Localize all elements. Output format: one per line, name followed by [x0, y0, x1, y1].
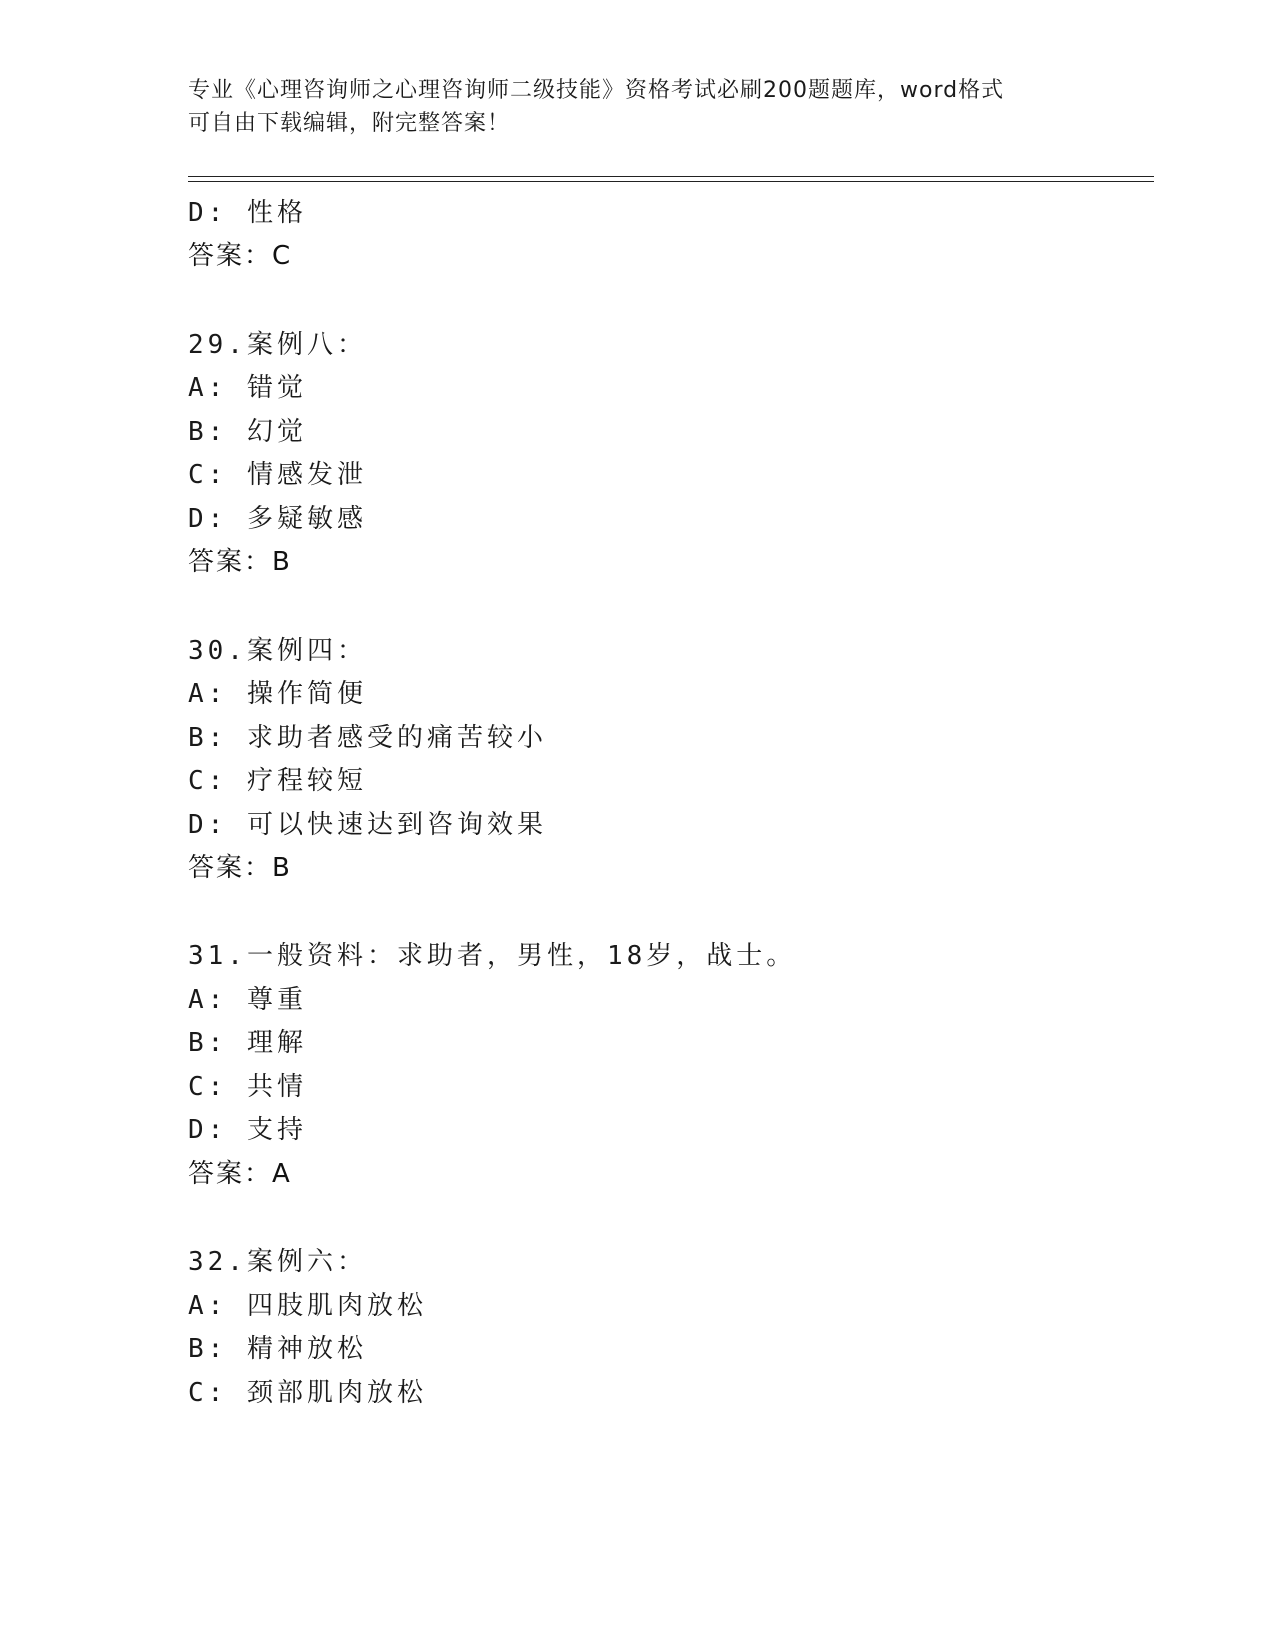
q31-option-d: D: 支持	[188, 1115, 307, 1145]
header-divider-top	[188, 176, 1154, 177]
q30-option-a: A: 操作简便	[188, 679, 367, 709]
q30-option-b: B: 求助者感受的痛苦较小	[188, 723, 547, 753]
q30-title: 30.案例四：	[188, 636, 367, 666]
q29-answer: 答案：B	[188, 547, 292, 577]
q29-option-b: B: 幻觉	[188, 417, 307, 447]
document-header	[188, 74, 1088, 140]
q31-option-a: A: 尊重	[188, 985, 307, 1015]
q30-option-c: C: 疗程较短	[188, 766, 367, 796]
q32-option-c: C: 颈部肌肉放松	[188, 1378, 427, 1408]
q30-answer: 答案：B	[188, 853, 292, 883]
q30-option-d: D: 可以快速达到咨询效果	[188, 810, 547, 840]
q31-option-b: B: 理解	[188, 1028, 307, 1058]
q29-option-a: A: 错觉	[188, 373, 307, 403]
q31-answer: 答案：A	[188, 1159, 292, 1189]
header-line-2: 可自由下载编辑，附完整答案！	[188, 111, 511, 136]
q29-title: 29.案例八：	[188, 330, 367, 360]
q29-option-c: C: 情感发泄	[188, 460, 367, 490]
header-divider-bottom	[188, 181, 1154, 182]
q31-option-c: C: 共情	[188, 1072, 307, 1102]
header-line-1: 专业《心理咨询师之心理咨询师二级技能》资格考试必刷200题题库，word格式	[188, 78, 1005, 103]
q32-title: 32.案例六：	[188, 1247, 367, 1277]
q32-option-b: B: 精神放松	[188, 1334, 367, 1364]
prev-answer: 答案：C	[188, 241, 293, 271]
q31-title: 31.一般资料：求助者，男性，18岁，战士。	[188, 941, 797, 971]
q29-option-d: D: 多疑敏感	[188, 504, 367, 534]
q32-option-a: A: 四肢肌肉放松	[188, 1291, 427, 1321]
prev-option-d: D: 性格	[188, 198, 307, 228]
